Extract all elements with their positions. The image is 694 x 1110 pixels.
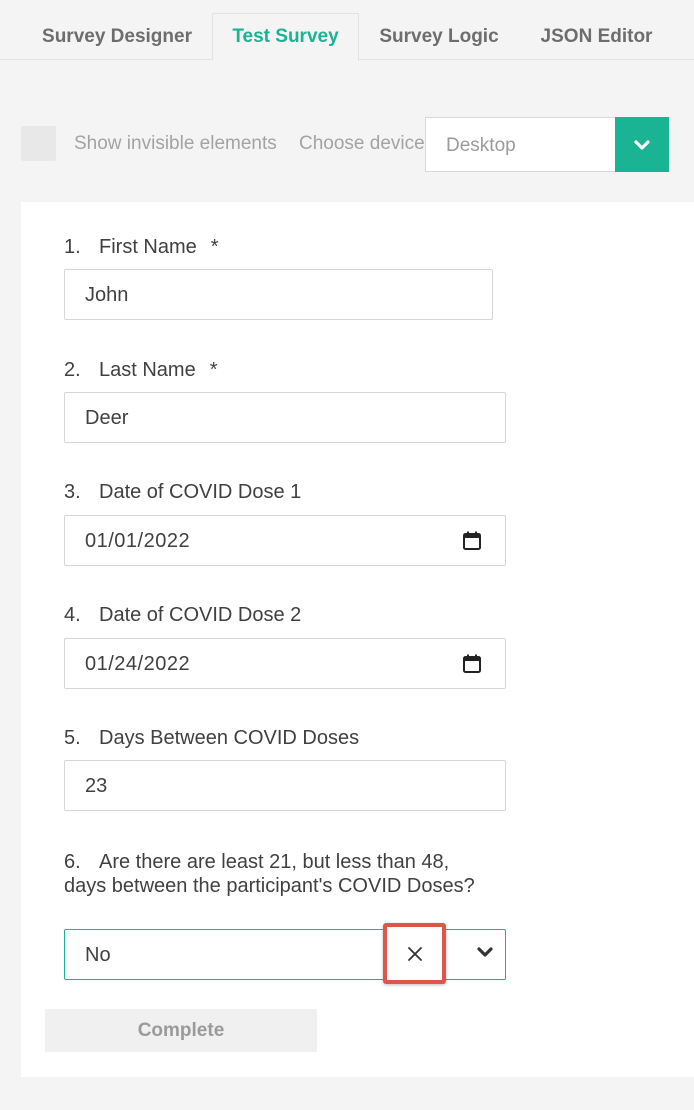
required-marker: * xyxy=(209,359,218,381)
choose-device-label: Choose device xyxy=(299,133,425,154)
tab-test-survey[interactable]: Test Survey xyxy=(212,13,359,61)
question-4-title xyxy=(64,604,301,627)
tab-survey-designer[interactable]: Survey Designer xyxy=(42,25,192,47)
device-select[interactable] xyxy=(425,117,669,172)
question-2-title xyxy=(64,359,218,382)
input-value: 23 xyxy=(85,775,108,797)
dose-2-date-input[interactable] xyxy=(64,638,506,689)
question-number: 1. xyxy=(64,236,81,258)
survey-panel xyxy=(21,202,694,1077)
question-number: 2. xyxy=(64,359,81,381)
question-title-text: Are there are least 21, but less than 48, days between the participant's COVID Doses? xyxy=(64,851,475,897)
input-value: Deer xyxy=(85,407,129,429)
tab-json-editor[interactable]: JSON Editor xyxy=(540,25,653,47)
question-number: 4. xyxy=(64,604,81,626)
close-icon xyxy=(407,946,423,962)
question-number: 6. xyxy=(64,851,81,873)
chevron-down-icon[interactable] xyxy=(477,946,493,958)
question-3-title xyxy=(64,481,301,504)
tab-survey-logic[interactable]: Survey Logic xyxy=(379,25,499,47)
question-title-text: Date of COVID Dose 2 xyxy=(99,604,302,626)
question-title-text: Days Between COVID Doses xyxy=(99,727,360,749)
tab-bar xyxy=(0,0,694,60)
question-5-title xyxy=(64,727,359,750)
last-name-input[interactable] xyxy=(64,392,506,443)
device-select-value: Desktop xyxy=(446,135,516,156)
question-title-text: Last Name xyxy=(99,359,196,381)
clear-selection-button[interactable] xyxy=(383,923,446,984)
calendar-icon[interactable] xyxy=(463,654,481,673)
question-1-title xyxy=(64,236,219,259)
input-value: 01/01/2022 xyxy=(85,530,191,552)
show-invisible-checkbox[interactable] xyxy=(21,126,56,161)
calendar-icon[interactable] xyxy=(463,531,481,550)
question-6-title xyxy=(64,850,484,898)
first-name-input[interactable] xyxy=(64,269,493,320)
question-number: 3. xyxy=(64,481,81,503)
device-dropdown-button[interactable] xyxy=(615,117,669,172)
days-between-input[interactable] xyxy=(64,760,506,811)
question-number: 5. xyxy=(64,727,81,749)
select-value: No xyxy=(85,944,111,966)
question-title-text: Date of COVID Dose 1 xyxy=(99,481,302,503)
complete-button[interactable]: Complete xyxy=(45,1009,317,1052)
chevron-down-icon xyxy=(634,139,650,151)
input-value: John xyxy=(85,284,129,306)
show-invisible-label: Show invisible elements xyxy=(74,133,277,154)
dose-interval-select[interactable] xyxy=(64,929,506,980)
question-title-text: First Name xyxy=(99,236,197,258)
required-marker: * xyxy=(210,236,219,258)
input-value: 01/24/2022 xyxy=(85,653,191,675)
dose-1-date-input[interactable] xyxy=(64,515,506,566)
